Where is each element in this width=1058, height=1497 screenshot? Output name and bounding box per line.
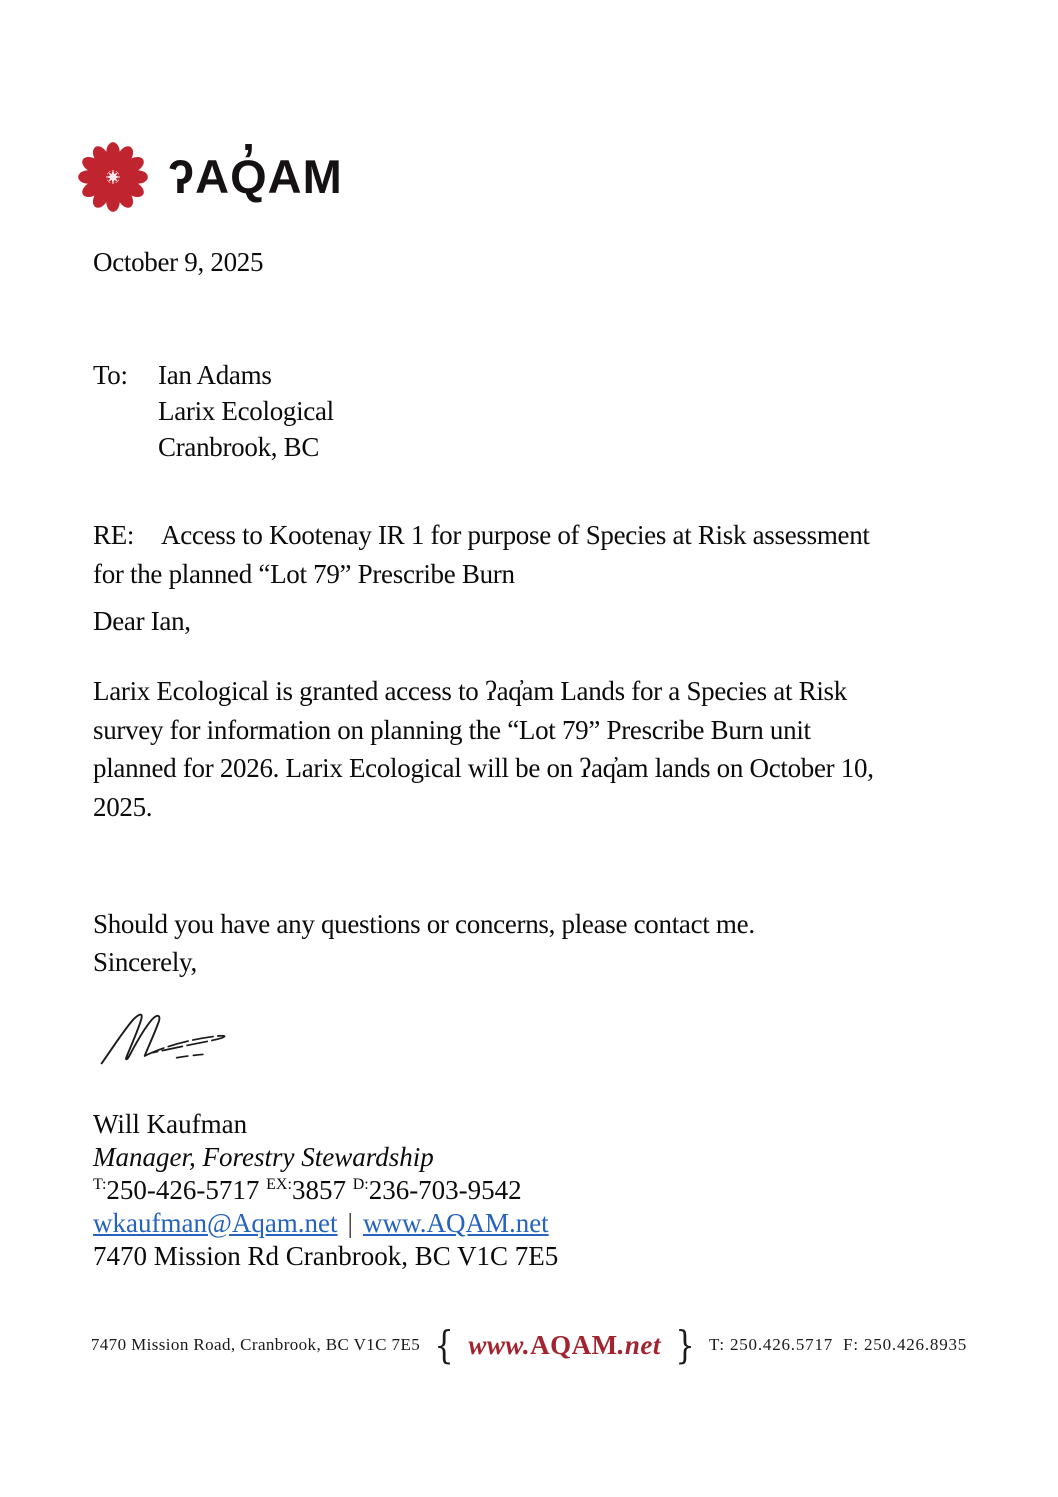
letterhead-footer: [0, 1323, 1058, 1367]
footer-address: 7470 Mission Road, Cranbrook, BC V1C 7E5: [90, 1335, 421, 1354]
signature-block: [93, 1108, 558, 1273]
closing-block: [93, 905, 973, 981]
sender-address: 7470 Mission Rd Cranbrook, BC V1C 7E5: [93, 1241, 559, 1271]
footer-website: www.AQAM.net: [468, 1329, 661, 1360]
sign-off: Sincerely,: [93, 947, 197, 977]
sender-name: Will Kaufman: [93, 1109, 248, 1139]
recipient-city: Cranbrook, BC: [158, 432, 320, 462]
footer-close-brace: }: [675, 1323, 695, 1367]
phone-t-value: 250-426-5717: [106, 1175, 260, 1205]
recipient-company: Larix Ecological: [158, 396, 334, 426]
subject-line-2: for the planned “Lot 79” Prescribe Burn: [93, 559, 515, 589]
phone-ex-value: 3857: [291, 1175, 346, 1205]
body-paragraph: [93, 672, 973, 826]
phone-d-value: 236-703-9542: [368, 1175, 522, 1205]
re-label: RE:: [93, 520, 135, 550]
to-label: To:: [93, 360, 128, 390]
subject-block: [93, 516, 953, 594]
body-line: planned for 2026. Larix Ecological will be on ʔaq̓am lands on October 10,: [93, 753, 874, 783]
link-separator: |: [347, 1208, 353, 1238]
phone-t-label: T:: [93, 1176, 107, 1193]
body-line: Larix Ecological is granted access to ʔaq̓am Lands for a Species at Risk: [93, 676, 847, 706]
handwritten-signature: [96, 1005, 246, 1073]
sender-title: Manager, Forestry Stewardship: [93, 1142, 434, 1172]
phone-ex-label: EX:: [266, 1176, 292, 1193]
recipient-block: [93, 357, 334, 465]
footer-open-brace: {: [434, 1323, 454, 1367]
sender-phone-line: [93, 1174, 558, 1207]
body-line: survey for information on planning the “Lot 79” Prescribe Burn unit: [93, 714, 811, 745]
subject-line-1: Access to Kootenay IR 1 for purpose of Species at Risk assessment: [161, 520, 870, 550]
sender-links-line: [93, 1207, 558, 1240]
org-logo: [72, 136, 343, 218]
closing-line: Should you have any questions or concerns, please contact me.: [93, 909, 755, 939]
org-logo-wordmark: ʔAQ̓AM: [168, 150, 343, 203]
letter-date: October 9, 2025: [93, 247, 264, 277]
flower-logo-icon: [72, 136, 154, 218]
website-link[interactable]: www.AQAM.net: [362, 1208, 549, 1238]
salutation: Dear Ian,: [93, 606, 191, 636]
phone-d-label: D:: [352, 1176, 369, 1193]
recipient-name: Ian Adams: [158, 360, 272, 390]
body-line: 2025.: [93, 791, 153, 822]
email-link[interactable]: wkaufman@Aqam.net: [93, 1208, 338, 1238]
footer-phone-fax: T: 250.426.5717 F: 250.426.8935: [709, 1335, 968, 1354]
